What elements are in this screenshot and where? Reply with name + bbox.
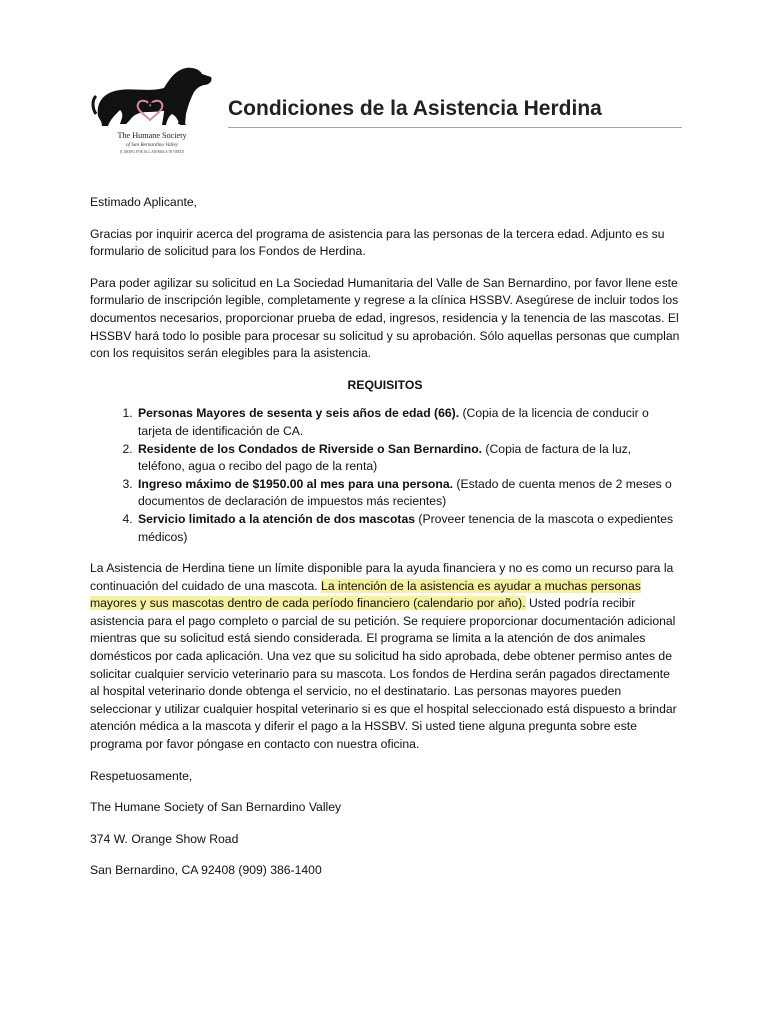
- closing: Respetuosamente,: [90, 768, 193, 783]
- program-details-end: Usted podría recibir asistencia para el pago completo o parcial de su petición. Se requiere proporcionar documentación adicional mientras que su solicitud está siendo considerada. El programa se limita a la atención de dos animales domésticos por cada aplicación. Una vez que su solicitud ha sido aprobada, debe obtener permiso antes de solicitar cualquier servicio veterinario para su mascota. Los fondos de Herdina serán pagados directamente al hospital veterinario donde obtenga el servicio, no el destinatario. Las personas mayores pueden seleccionar y utilizar cualquier hospital veterinario si es que el hospital seleccionado está dispuesto a brindar atención médica a la mascota y diferir el pago a la HSSBV. Si usted tiene alguna pregunta sobre este programa por favor póngase en contacto con nuestra oficina.: [90, 596, 677, 752]
- requirement-detail: (Estado de cuenta menos de 2 meses o documentos de declaración de impuestos más recientes): [138, 476, 672, 509]
- requirement-item: [136, 405, 680, 440]
- requirement-title: Ingreso máximo de $1950.00 al mes para una persona.: [138, 476, 453, 491]
- address-line-2: San Bernardino, CA 92408 (909) 386-1400: [90, 863, 322, 878]
- requirement-detail: (Proveer tenencia de la mascota o expedientes médicos): [138, 511, 674, 544]
- salutation: Estimado Aplicante,: [90, 195, 198, 209]
- logo-org-line1: The Humane Society: [117, 131, 187, 140]
- title-divider: [228, 127, 682, 128]
- humane-society-logo: [90, 64, 214, 158]
- requirement-item: [136, 511, 680, 546]
- letter-body: [90, 194, 680, 894]
- requirement-detail: (Copia de la licencia de conducir o tarjeta de identificación de CA.: [138, 406, 649, 438]
- requirement-title: Personas Mayores de sesenta y seis años de edad (66).: [138, 406, 460, 421]
- requirement-title: Residente de los Condados de Riverside o San Bernardino.: [138, 441, 483, 456]
- dog-cat-heart-icon: [90, 64, 214, 158]
- requirement-title: Servicio limitado a la atención de dos mascotas: [138, 511, 416, 526]
- program-details-paragraph: [90, 560, 680, 754]
- signature-organization: The Humane Society of San Bernardino Valley: [90, 800, 342, 815]
- intro-paragraph: Gracias por inquirir acerca del programa de asistencia para las personas de la tercera edad. Adjunto es su formulario de solicitud para los Fondos de Herdina.: [90, 226, 665, 259]
- logo-tagline: [CARING FOR ALL ANIMALS IN NEED]: [120, 150, 184, 154]
- requirement-item: [136, 441, 680, 476]
- requirements-heading: REQUISITOS: [347, 377, 423, 392]
- requirement-item: [136, 476, 680, 511]
- address-line-1: 374 W. Orange Show Road: [90, 831, 239, 846]
- instructions-paragraph: Para poder agilizar su solicitud en La Sociedad Humanitaria del Valle de San Bernardino, por favor llene este formulario de inscripción legible, completamente y regrese a la clínica HSSBV. Asegúrese de incluir todos los documentos necesarios, proporcionar prueba de edad, ingresos, residencia y la tenencia de las mascotas. El HSSBV hará todo lo posible para procesar su solicitud y su aprobación. Sólo aquellas personas que cumplan con los requisitos serán elegibles para la asistencia.: [90, 275, 680, 361]
- program-details-start: La Asistencia de Herdina tiene un límite disponible para la ayuda financiera y no es como un recurso para la continuación del cuidado de una mascota.: [90, 561, 674, 593]
- highlighted-text: La intención de la asistencia es ayudar a muchas personas mayores y sus mascotas dentro de cada período financiero (calendario por año).: [90, 578, 641, 611]
- requirement-detail: (Copia de factura de la luz, teléfono, agua o recibo del pago de la renta): [138, 441, 632, 474]
- document-title: Condiciones de la Asistencia Herdina: [228, 97, 602, 120]
- requirements-list: [90, 405, 680, 546]
- logo-org-line2: of San Bernardino Valley: [125, 142, 179, 148]
